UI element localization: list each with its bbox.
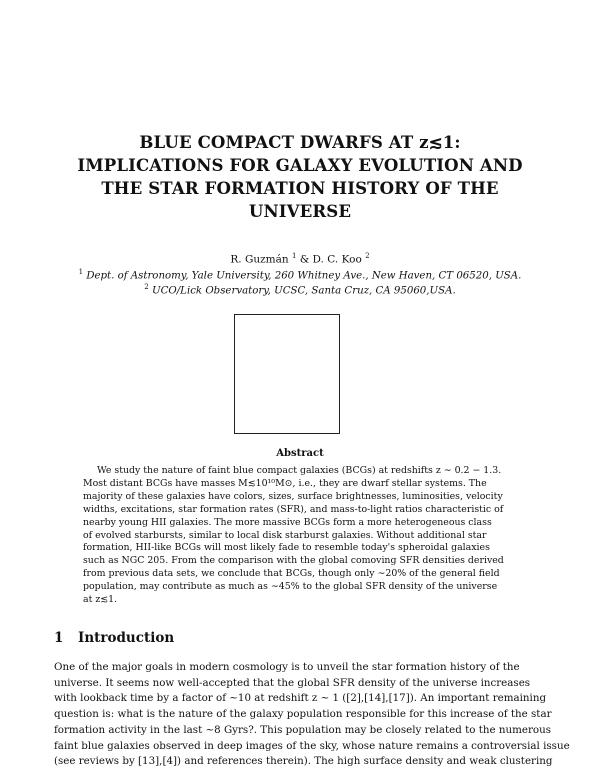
author-list bbox=[0, 250, 600, 267]
affiliation-2 bbox=[0, 281, 600, 297]
author-separator: & bbox=[299, 253, 310, 266]
abstract-line: at z≲1. bbox=[83, 594, 118, 606]
affiliation-mark: 1 bbox=[78, 268, 84, 276]
abstract-line: formation, HII-like BCGs will most likely fade to resemble today's spheroidal galaxies bbox=[83, 542, 490, 554]
affiliation-text: UCO/Lick Observatory, UCSC, Santa Cruz, CA 95060,USA. bbox=[152, 285, 456, 297]
title-line: UNIVERSE bbox=[248, 201, 352, 221]
abstract-heading: Abstract bbox=[276, 448, 324, 459]
abstract-line: We study the nature of faint blue compact galaxies (BCGs) at redshifts z ∼ 0.2 − 1.3. bbox=[97, 465, 502, 476]
intro-line: with lookback time by a factor of ∼10 at redshift z ∼ 1 ([2],[14],[17]). An important remaining bbox=[54, 692, 547, 705]
affiliation-text: Dept. of Astronomy, Yale University, 260 Whitney Ave., New Haven, CT 06520, USA. bbox=[86, 270, 522, 282]
section-heading bbox=[54, 630, 174, 646]
abstract-line: Most distant BCGs have masses M≲10¹⁰M⊙, i.e., they are dwarf stellar systems. The bbox=[83, 477, 487, 489]
abstract-line: majority of these galaxies have colors, sizes, surface brightnesses, luminosities, velocity bbox=[83, 490, 503, 502]
title-line: THE STAR FORMATION HISTORY OF THE bbox=[101, 178, 499, 198]
intro-line: formation activity in the last ∼8 Gyrs?. This population may be closely related to the numerous bbox=[54, 723, 552, 736]
abstract-body bbox=[83, 465, 519, 607]
intro-line: One of the major goals in modern cosmology is to unveil the star formation history of the bbox=[54, 661, 520, 673]
abstract-line: nearby young HII galaxies. The more massive BCGs form a more heterogeneous class bbox=[83, 516, 492, 528]
figure-placeholder bbox=[234, 314, 340, 434]
paper-title bbox=[40, 131, 560, 223]
abstract-line: widths, excitations, star formation rates (SFR), and mass-to-light ratios characteristic of bbox=[83, 503, 504, 515]
abstract-line: from previous data sets, we conclude that BCGs, though only ∼20% of the general field bbox=[83, 568, 500, 580]
affiliation-mark: 2 bbox=[365, 252, 370, 260]
affiliation-mark: 1 bbox=[292, 252, 297, 260]
author-name: R. Guzmán bbox=[230, 253, 289, 266]
intro-line: (see reviews by [13],[4]) and references therein). The high surface density and weak clustering bbox=[54, 755, 553, 768]
affiliation-1 bbox=[0, 266, 600, 282]
title-line: BLUE COMPACT DWARFS AT z≲1: bbox=[139, 132, 461, 152]
title-line: IMPLICATIONS FOR GALAXY EVOLUTION AND bbox=[77, 155, 523, 175]
section-title: Introduction bbox=[78, 630, 175, 646]
section-number: 1 bbox=[54, 630, 64, 646]
abstract-line: population, may contribute as much as ∼45% to the global SFR density of the universe bbox=[83, 581, 498, 593]
intro-line: question is: what is the nature of the galaxy population responsible for this increase of the star bbox=[54, 708, 552, 721]
intro-body bbox=[54, 660, 570, 770]
affiliation-mark: 2 bbox=[144, 283, 149, 291]
abstract-line: of evolved starbursts, similar to local disk starburst galaxies. Without additional star bbox=[83, 529, 487, 541]
abstract-line: such as NGC 205. From the comparison with the global comoving SFR densities derived bbox=[83, 555, 504, 567]
author-name: D. C. Koo bbox=[312, 253, 362, 266]
intro-line: faint blue galaxies observed in deep images of the sky, whose nature remains a controversial issue bbox=[54, 739, 570, 752]
intro-line: universe. It seems now well-accepted that the global SFR density of the universe increases bbox=[54, 676, 531, 689]
